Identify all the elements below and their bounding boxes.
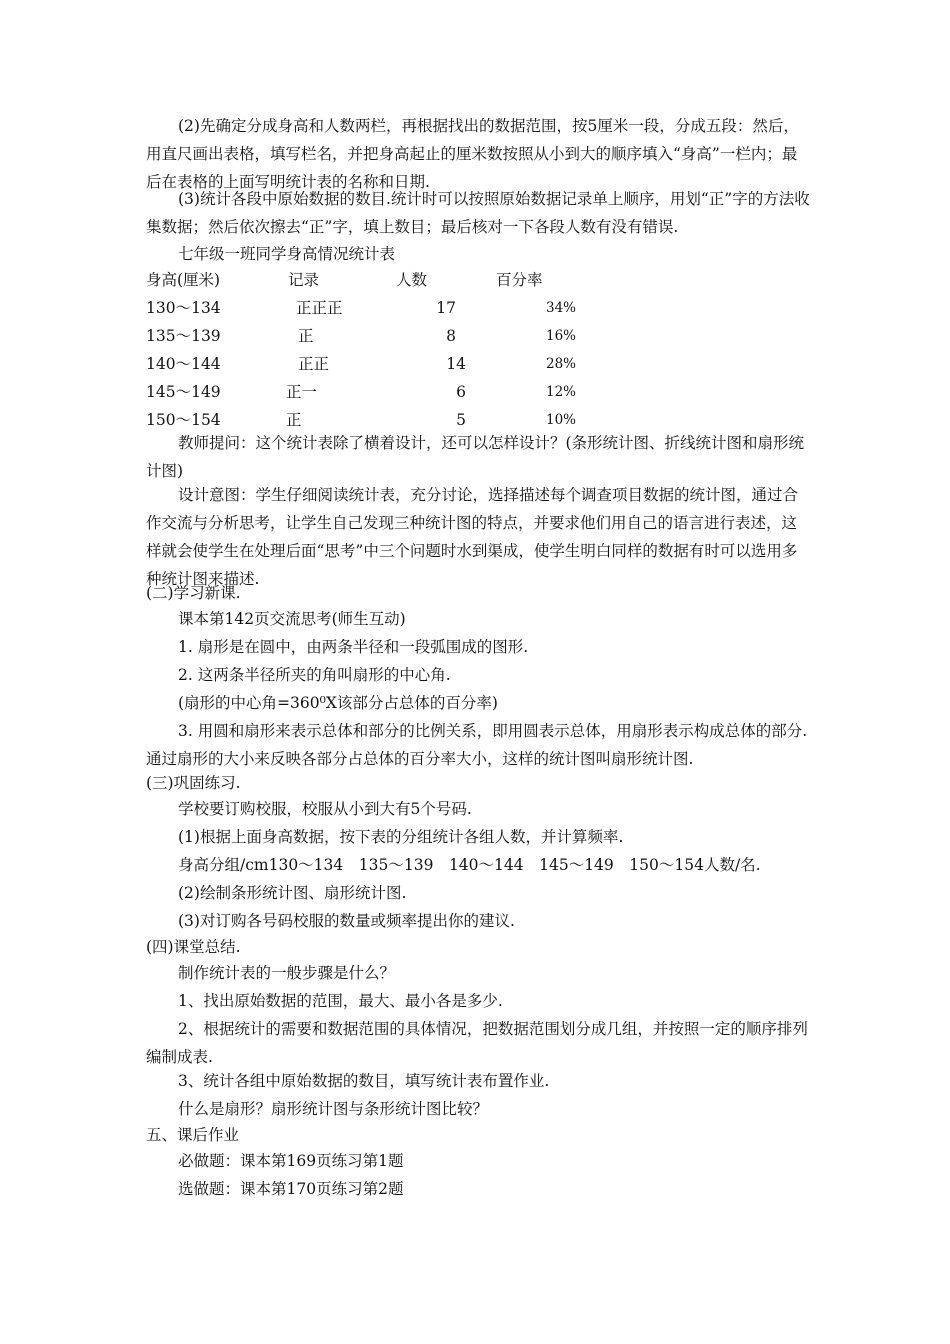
cell-percent: 28% [545,356,576,372]
design-intent: 设计意图：学生仔细阅读统计表，充分讨论，选择描述每个调查项目数据的统计图，通过合作交流与分析思考，让学生自己发现三种统计图的特点，并要求他们用自己的语言进行表述，这样就会使学生在处理后面“思考”中三个问题时水到渠成，使学生明白同样的数据有时可以选用多种统计图来描述. [146,486,799,588]
section-2-line: 1. 扇形是在圆中，由两条半径和一段弧围成的图形. [178,638,529,656]
section-2-line: 2. 这两条半径所夹的角叫扇形的中心角. [178,666,451,684]
table-title: 七年级一班同学身高情况统计表 [178,245,396,263]
homework-required: 必做题：课本第169页练习第1题 [178,1152,404,1170]
section-4-line: 1、找出原始数据的范围，最大、最小各是多少. [178,992,503,1010]
section-4-paragraph: 2、根据统计的需要和数据范围的具体情况，把数据范围划分成几组，并按照一定的顺序排列编制成表. [146,1020,808,1066]
cell-record: 正正正 [296,299,343,317]
section-4-heading: (四)课堂总结. [146,938,241,956]
section-2-paragraph: 3. 用圆和扇形来表示总体和部分的比例关系，即用圆表示总体，用扇形表示构成总体的部分. 通过扇形的大小来反映各部分占总体的百分率大小，这样的统计图叫扇形统计图. [146,722,808,768]
table-row [146,350,646,378]
section-4-line: 3、统计各组中原始数据的数目，填写统计表布置作业. [178,1072,550,1090]
cell-count: 8 [446,327,456,345]
cell-percent: 16% [545,328,576,344]
cell-percent: 12% [545,384,576,400]
cell-range: 150～154 [146,411,221,429]
section-5-heading: 五、课后作业 [146,1126,240,1144]
homework-optional: 选做题：课本第170页练习第2题 [178,1180,404,1198]
cell-record: 正 [286,411,302,429]
header-count: 人数 [396,271,428,289]
height-stats-table [146,266,646,434]
header-percent: 百分率 [496,271,543,289]
table-row [146,294,646,322]
section-3-line: 学校要订购校服，校服从小到大有5个号码. [178,800,472,818]
section-4-line: 什么是扇形？扇形统计图与条形统计图比较？ [178,1100,489,1118]
table-header-row [146,266,646,294]
header-record: 记录 [288,271,320,289]
cell-range: 145～149 [146,383,221,401]
cell-range: 130～134 [146,299,221,317]
section-3-line: (1)根据上面身高数据，按下表的分组统计各组人数，并计算频率. [178,828,624,846]
teacher-question: 教师提问：这个统计表除了横着设计，还可以怎样设计？(条形统计图、折线统计图和扇形统计图) [146,434,805,480]
cell-range: 140～144 [146,355,221,373]
cell-percent: 10% [545,412,576,428]
header-height: 身高(厘米) [146,271,221,289]
paragraph-step-3: (3)统计各段中原始数据的数目.统计时可以按照原始数据记录单上顺序，用划“正”字的方法收集数据；然后依次擦去“正”字，填上数目；最后核对一下各段人数有没有错误. [146,190,810,236]
section-3-line: 身高分组/cm130～134 135～139 140～144 145～149 150～154人数/名. [178,856,761,874]
section-3-line: (3)对订购各号码校服的数量或频率提出你的建议. [178,912,515,930]
section-2-line: 课本第142页交流思考(师生互动) [178,610,406,628]
cell-record: 正 [298,327,314,345]
table-row [146,322,646,350]
section-3-heading: (三)巩固练习. [146,774,241,792]
cell-count: 14 [446,355,466,373]
table-row [146,378,646,406]
cell-count: 5 [456,411,466,429]
paragraph-step-2: (2)先确定分成身高和人数两栏，再根据找出的数据范围，按5厘米一段，分成五段：然后，用直尺画出表格，填写栏名，并把身高起止的厘米数按照从小到大的顺序填入“身高”一栏内；最后在表格的上面写明统计表的名称和日期. [146,117,799,191]
cell-record: 正一 [286,383,318,401]
cell-record: 正正 [298,355,330,373]
cell-range: 135～139 [146,327,221,345]
section-2-line: (扇形的中心角=360⁰X该部分占总体的百分率) [178,694,498,712]
section-2-heading: (二)学习新课. [146,584,241,602]
cell-count: 6 [456,383,466,401]
cell-count: 17 [436,299,456,317]
section-3-line: (2)绘制条形统计图、扇形统计图. [178,884,407,902]
cell-percent: 34% [545,300,576,316]
section-4-line: 制作统计表的一般步骤是什么？ [178,964,396,982]
